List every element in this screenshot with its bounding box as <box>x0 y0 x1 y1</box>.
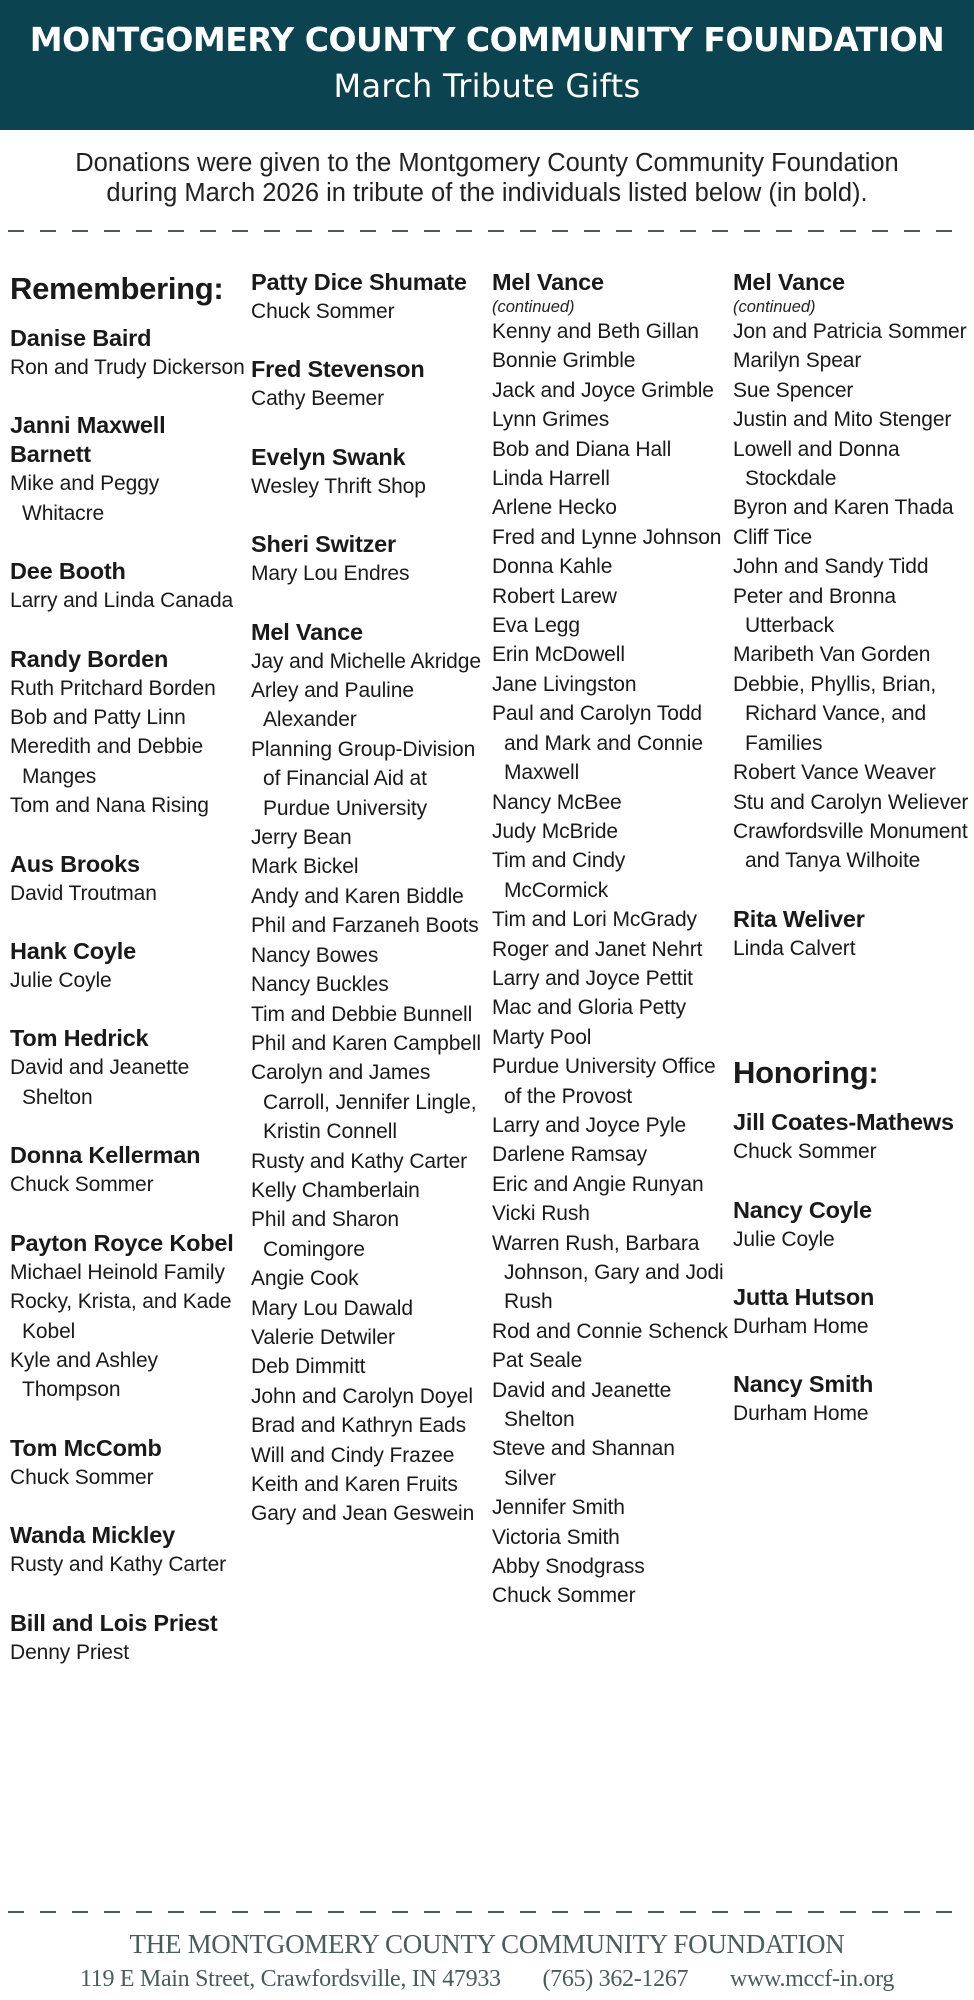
donor-name: Peter and Bronna Utterback <box>733 584 897 638</box>
continued-label: (continued) <box>492 298 575 316</box>
tribute-group <box>10 937 246 995</box>
donor-name: Kenny and Beth Gillan <box>492 320 699 343</box>
honoree-name: Donna Kellerman <box>10 1142 201 1169</box>
donor-name: Steve and Shannan Silver <box>492 1437 675 1490</box>
column-3 <box>492 268 728 1640</box>
honoree-name: Bill and Lois Priest <box>10 1609 218 1636</box>
honoree-name: Tom McComb <box>10 1434 162 1461</box>
page-header <box>0 0 974 130</box>
donor-name: Andy and Karen Biddle <box>251 884 464 908</box>
donor-name: Nancy Bowes <box>251 943 379 967</box>
header-org-name: MONTGOMERY COUNTY COMMUNITY FOUNDATION <box>29 20 945 59</box>
tribute-group <box>733 1196 969 1254</box>
donor-name: Stu and Carolyn Weliever <box>733 790 969 814</box>
tribute-group <box>10 557 246 615</box>
honoree-name: Nancy Smith <box>733 1371 874 1398</box>
donor-name: Brad and Kathryn Eads <box>251 1414 467 1438</box>
donor-name: Valerie Detwiler <box>251 1325 395 1349</box>
honoring-heading: Honoring: <box>733 1055 879 1091</box>
tribute-group <box>251 355 487 413</box>
tribute-group <box>10 411 246 528</box>
tribute-group <box>10 1434 246 1492</box>
col4-honoring-groups <box>733 1108 969 1429</box>
donor-name: Tom and Nana Rising <box>10 794 209 818</box>
donor-name: Lynn Grimes <box>492 408 610 432</box>
donor-name: Cliff Tice <box>733 525 813 549</box>
donor-name: Rod and Connie Schenck <box>492 1319 728 1343</box>
tribute-group <box>492 268 728 1611</box>
donor-name: Rusty and Kathy Carter <box>10 1553 227 1577</box>
donor-name: Bob and Patty Linn <box>10 706 186 730</box>
donor-name: Pat Seale <box>492 1349 583 1373</box>
donor-name: Byron and Karen Thada <box>733 496 954 520</box>
honoree-name: Randy Borden <box>10 645 169 672</box>
donor-name: Deb Dimmitt <box>251 1355 366 1379</box>
donor-name: Durham Home <box>733 1402 869 1426</box>
donor-name: Kyle and Ashley Thompson <box>10 1348 158 1402</box>
remembering-heading: Remembering: <box>10 271 224 306</box>
donor-name: John and Sandy Tidd <box>733 555 929 579</box>
donor-name: Arlene Hecko <box>492 496 617 520</box>
donor-name: David and Jeanette Shelton <box>492 1378 672 1432</box>
tribute-group <box>251 268 487 326</box>
donor-name: Linda Calvert <box>733 936 856 960</box>
donor-name: Rusty and Kathy Carter <box>251 1149 468 1173</box>
column-2 <box>251 268 487 1558</box>
tribute-group <box>733 1370 969 1428</box>
tribute-group <box>10 1609 246 1667</box>
donor-name: Larry and Joyce Pettit <box>492 966 693 990</box>
tribute-group <box>733 905 969 963</box>
donor-name: Crawfordsville Monument and Tanya Wilhoite <box>733 819 968 873</box>
donor-name: Jon and Patricia Sommer <box>733 320 967 343</box>
donor-name: Durham Home <box>733 1314 869 1338</box>
donor-name: Debbie, Phyllis, Brian, Richard Vance, and Families <box>733 672 937 755</box>
donor-name: Justin and Mito Stenger <box>733 408 952 432</box>
tribute-group <box>733 268 969 876</box>
donor-name: Phil and Farzaneh Boots <box>251 914 479 938</box>
intro-line-1: Donations were given to the Montgomery County Community Foundation <box>75 149 899 177</box>
tribute-group <box>10 324 246 382</box>
donor-name: Paul and Carolyn Todd and Mark and Connie Maxwell <box>492 702 703 785</box>
donor-name: Fred and Lynne Johnson <box>492 525 722 549</box>
donor-name: Jay and Michelle Akridge <box>251 649 481 673</box>
donor-name: Bonnie Grimble <box>492 349 636 373</box>
donor-name: Chuck Sommer <box>251 300 395 323</box>
donor-name: Mac and Gloria Petty <box>492 996 687 1020</box>
donor-name: Gary and Jean Geswein <box>251 1502 475 1526</box>
footer-org-name: THE MONTGOMERY COUNTY COMMUNITY FOUNDATION <box>129 1929 845 1959</box>
donor-name: Phil and Sharon Comingore <box>251 1208 399 1261</box>
donor-name: Jennifer Smith <box>492 1496 625 1520</box>
donor-name: Marty Pool <box>492 1025 592 1049</box>
donor-name: Mary Lou Endres <box>251 562 410 586</box>
donor-name: Larry and Joyce Pyle <box>492 1113 687 1137</box>
donor-name: Jerry Bean <box>251 826 352 850</box>
honoree-name: Danise Baird <box>10 325 152 351</box>
donor-name: Phil and Karen Campbell <box>251 1031 482 1055</box>
tribute-group <box>251 530 487 588</box>
donor-name: Will and Cindy Frazee <box>251 1443 455 1467</box>
donor-name: Angie Cook <box>251 1267 359 1291</box>
honoree-name: Janni Maxwell Barnett <box>10 412 166 468</box>
donor-name: Lowell and Donna Stockdale <box>733 437 900 491</box>
honoree-name: Fred Stevenson <box>251 356 425 383</box>
bottom-dashed-divider <box>8 1911 968 1913</box>
donor-name: Mike and Peggy Whitacre <box>10 472 160 525</box>
donor-name: Jane Livingston <box>492 672 637 696</box>
footer-contact <box>0 1964 974 1994</box>
honoree-name: Mel Vance <box>251 618 363 645</box>
donor-name: Marilyn Spear <box>733 349 862 373</box>
donor-name: Eva Legg <box>492 614 580 638</box>
donor-name: Carolyn and James Carroll, Jennifer Lingle, Kristin Connell <box>251 1061 477 1144</box>
donor-name: Nancy Buckles <box>251 973 389 997</box>
tribute-group <box>10 850 246 908</box>
donor-name: David and Jeanette Shelton <box>10 1056 190 1109</box>
donor-name: Ron and Trudy Dickerson <box>10 356 245 379</box>
tribute-group <box>733 1283 969 1341</box>
donor-name: Judy McBride <box>492 819 619 843</box>
donor-name: Warren Rush, Barbara Johnson, Gary and Jodi Rush <box>492 1231 724 1314</box>
honoree-name: Rita Weliver <box>733 905 865 932</box>
donor-name: Ruth Pritchard Borden <box>10 676 216 700</box>
donor-name: Eric and Angie Runyan <box>492 1172 704 1196</box>
footer-phone: (765) 362-1267 <box>542 1966 689 1992</box>
tribute-group <box>10 1229 246 1405</box>
donor-name: Tim and Cindy McCormick <box>492 849 626 902</box>
donor-name: Chuck Sommer <box>492 1584 636 1608</box>
donor-name: Darlene Ramsay <box>492 1143 647 1167</box>
donor-name: Keith and Karen Fruits <box>251 1473 458 1496</box>
donor-name: Michael Heinold Family <box>10 1260 225 1284</box>
top-dashed-divider <box>8 230 968 232</box>
donor-name: Chuck Sommer <box>10 1465 154 1489</box>
continued-label: (continued) <box>733 298 816 316</box>
col1-groups <box>10 324 246 1667</box>
donor-name: Erin McDowell <box>492 643 625 667</box>
honoree-name: Sheri Switzer <box>251 531 396 558</box>
col3-groups <box>492 268 728 1611</box>
donor-name: Tim and Debbie Bunnell <box>251 1002 473 1026</box>
donor-name: Julie Coyle <box>10 969 112 993</box>
donor-name: John and Carolyn Doyel <box>251 1384 473 1408</box>
col2-groups <box>251 268 487 1529</box>
donor-name: Jack and Joyce Grimble <box>492 378 714 402</box>
honoree-name: Mel Vance <box>733 269 845 295</box>
honoree-name: Hank Coyle <box>10 938 136 965</box>
donor-name: Cathy Beemer <box>251 387 385 411</box>
donor-name: Meredith and Debbie Manges <box>10 735 204 788</box>
honoree-name: Nancy Coyle <box>733 1196 872 1223</box>
tribute-group <box>10 1024 246 1112</box>
donor-name: Rocky, Krista, and Kade Kobel <box>10 1290 232 1343</box>
donor-name: Bob and Diana Hall <box>492 437 672 461</box>
intro-text <box>0 148 974 208</box>
column-4 <box>733 268 969 1458</box>
donor-name: Julie Coyle <box>733 1227 835 1251</box>
donor-name: Robert Larew <box>492 584 617 608</box>
donor-name: Victoria Smith <box>492 1525 620 1549</box>
honoree-name: Aus Brooks <box>10 850 140 877</box>
honoree-name: Dee Booth <box>10 558 126 585</box>
donor-name: Mary Lou Dawald <box>251 1296 413 1320</box>
donor-name: Roger and Janet Nehrt <box>492 937 703 961</box>
column-1 <box>10 268 246 1696</box>
donor-name: Linda Harrell <box>492 467 610 491</box>
tribute-group <box>10 645 246 821</box>
donor-name: Tim and Lori McGrady <box>492 908 697 932</box>
tribute-group <box>10 1521 246 1579</box>
tribute-group <box>733 1108 969 1166</box>
donor-name: Abby Snodgrass <box>492 1555 645 1579</box>
honoree-name: Tom Hedrick <box>10 1025 149 1052</box>
col4-remembering-groups <box>733 268 969 963</box>
donor-name: Chuck Sommer <box>10 1173 154 1197</box>
honoree-name: Mel Vance <box>492 269 604 295</box>
donor-name: Maribeth Van Gorden <box>733 643 931 667</box>
donor-name: Mark Bickel <box>251 855 359 879</box>
footer-address: 119 E Main Street, Crawfordsville, IN 47933 <box>79 1966 501 1992</box>
footer-website[interactable]: www.mccf-in.org <box>729 1966 895 1992</box>
tribute-group <box>10 1141 246 1199</box>
donor-name: Chuck Sommer <box>733 1140 877 1164</box>
intro-line-2: during March 2026 in tribute of the individuals listed below (in bold). <box>106 179 868 207</box>
honoree-name: Jutta Hutson <box>733 1283 875 1310</box>
header-subtitle: March Tribute Gifts <box>333 67 641 105</box>
donor-name: David Troutman <box>10 881 157 905</box>
donor-name: Kelly Chamberlain <box>251 1178 420 1202</box>
honoree-name: Payton Royce Kobel <box>10 1229 234 1256</box>
donor-name: Arley and Pauline Alexander <box>251 679 414 732</box>
donor-name: Nancy McBee <box>492 790 622 814</box>
tribute-group <box>251 443 487 501</box>
donor-name: Wesley Thrift Shop <box>251 474 426 498</box>
donor-name: Sue Spencer <box>733 378 854 402</box>
donor-name: Planning Group-Division of Financial Aid at Purdue University <box>251 737 476 820</box>
donor-name: Donna Kahle <box>492 555 613 579</box>
donor-name: Purdue University Office of the Provost <box>492 1055 716 1108</box>
donor-name: Larry and Linda Canada <box>10 589 234 613</box>
donor-name: Vicki Rush <box>492 1202 590 1226</box>
donor-name: Robert Vance Weaver <box>733 761 936 785</box>
honoree-name: Wanda Mickley <box>10 1522 175 1549</box>
honoree-name: Evelyn Swank <box>251 443 406 470</box>
tribute-group <box>251 618 487 1529</box>
honoree-name: Patty Dice Shumate <box>251 269 467 295</box>
honoree-name: Jill Coates-Mathews <box>733 1109 954 1136</box>
donor-name: Denny Priest <box>10 1640 130 1664</box>
